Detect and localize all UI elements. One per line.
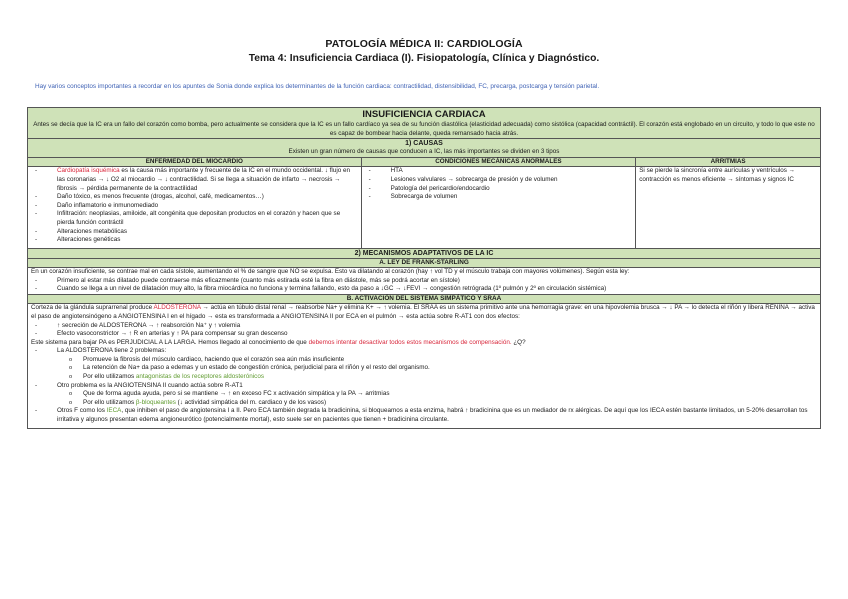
page-title: PATOLOGÍA MÉDICA II: CARDIOLOGÍA: [325, 38, 523, 50]
ieca-list: [31, 407, 817, 424]
list-item: - Primero al estar más dilatado puede contraerse más eficazmente (cuanto más estirada esté la fibra en diástole, más se podrá acortar en sístole): [31, 277, 817, 286]
text-span: (↓ actividad simpática del m. cardiaco y de los vasos): [175, 398, 327, 406]
list-item: - Sobrecarga de volumen: [365, 193, 633, 202]
table-title-cell: [28, 108, 821, 139]
arritmias-text: Si se pierde la sincronía entre aurículas y ventrículos → contracción es menos eficiente → síntomas y signos IC: [639, 167, 795, 183]
mecanicas-cell: [361, 167, 636, 248]
highlight-cardiopatia: Cardiopatía isquémica: [57, 167, 120, 175]
frank-starling-cell: [28, 268, 821, 295]
causas-heading: 1) CAUSAS: [405, 140, 443, 148]
list-item: [31, 347, 817, 356]
aldosterona-sublist: [31, 356, 817, 382]
list-item: o Que de forma aguda ayuda, pero si se mantiene → ↑ en exceso FC x activación simpática y la PA → arritmias: [31, 390, 817, 399]
page-subtitle: Tema 4: Insuficiencia Cardiaca (I). Fisiopatología, Clínica y Diagnóstico.: [248, 53, 600, 64]
aldosterona-problems-heading: La ALDOSTERONA tiene 2 problemas:: [57, 347, 167, 355]
text-span: ¿Q?: [511, 338, 526, 346]
highlight-desactivar: debemos intentar desactivar todos estos mecanismos de compensación.: [308, 338, 512, 346]
list-item: o La retención de Na+ da paso a edemas y un estado de congestión crónica, perjudicial para el riñón y el resto del organismo.: [31, 364, 817, 373]
sraa-heading: B. ACTIVACIÓN DEL SISTEMA SIMPÁTICO Y SRAA: [28, 294, 821, 303]
causas-note: Existen un gran número de causas que conducen a IC, las más importantes se dividen en 3 tipos: [288, 148, 560, 156]
frank-starling-list: [31, 277, 817, 294]
col-heading-mecanicas: CONDICIONES MECÁNICAS ANORMALES: [361, 157, 636, 167]
highlight-ieca: IECA: [106, 407, 122, 415]
arritmias-cell: [636, 167, 821, 248]
list-item: - Otro problema es la ANGIOTENSINA II cuando actúa sobre R-AT1: [31, 382, 817, 391]
highlight-aldosterona: ALDOSTERONA: [153, 304, 201, 312]
list-item: - Lesiones valvulares → sobrecarga de presión y de volumen: [365, 176, 633, 185]
list-item: - Daño inflamatorio e inmunomediado: [31, 202, 358, 211]
frank-starling-text: En un corazón insuficiente, se contrae mal en cada sístole, aumentando el % de sangre que NO se expulsa. Esto va dilatando al corazón (hay ↑ vol TD y el músculo trabaja con mayores volúmenes). Según esta ley:: [31, 268, 630, 276]
text-span: Corteza de la glándula suprarrenal produce: [31, 304, 154, 312]
intro-note: Hay varios conceptos importantes a recordar en los apuntes de Sonia donde explica los determinantes de la función cardiaca: contractilidad, distensibilidad, FC, precarga, postcarga y tensión parietal.: [35, 83, 600, 90]
col-heading-arritmias: ARRITMIAS: [636, 157, 821, 167]
list-item: - Efecto vasoconstrictor → ↑ R en arterias y ↑ PA para compensar su gran descenso: [31, 330, 817, 339]
text-span: → actúa en túbulo distal renal → reabsorbe Na+ y elimina K+ → ↑ volemia. El SRAA es un sistema primitivo ante una hemorragia grave: en una hipovolemia brusca → ↓ PA → lo detecta el riñón y libera RENINA → activa el paso de angiotensinógeno a ANGIOTENSINA I en el hígado → esta es transformada a ANGIOTENSINA II por ECA en el pulmón → esta actúa sobre R-AT1 con dos efectos:: [31, 304, 815, 320]
frank-starling-heading: A. LEY DE FRANK-STARLING: [28, 258, 821, 267]
list-item: - ↑ secreción de ALDOSTERONA → ↑ reabsorción Na⁺ y ↑ volemia: [31, 322, 817, 331]
mecanismos-heading: 2) MECANISMOS ADAPTATIVOS DE LA IC: [28, 248, 821, 258]
text-span: Otros F como los: [57, 407, 107, 415]
miocardio-list: [31, 167, 358, 244]
at1-list: [31, 382, 817, 391]
list-item: o Promueve la fibrosis del músculo cardiaco, haciendo que el corazón sea aún más insuficiente: [31, 356, 817, 365]
text-span: Por ello utilizamos: [83, 373, 136, 381]
list-item: [31, 167, 358, 193]
list-item: - Alteraciones metabólicas: [31, 228, 358, 237]
list-item: - Patología del pericardio/endocardio: [365, 185, 633, 194]
col-heading-miocardio: ENFERMEDAD DEL MIOCARDIO: [28, 157, 362, 167]
list-item: - Cuando se llega a un nivel de dilatación muy alto, la fibra miocárdica no funciona y termina fallando, esto da paso a ↓GC → ↓FEVI → congestión retrógrada (1º pulmón y 2º en circulación sistémica): [31, 285, 817, 294]
at1-sublist: [31, 390, 817, 407]
highlight-antagonistas: antagonistas de los receptores aldosterónicos: [135, 373, 264, 381]
list-item-text: es la causa más importante y frecuente de la IC en el mundo occidental. ↓ flujo en las coronarias → ↓ O2 al miocardio → ↓ contractilidad. Si se llega a situación de infarto → necrosis → fibrosis → pérdida permanente de la contractilidad: [57, 167, 350, 192]
mecanicas-list: [365, 167, 633, 201]
effects-list: [31, 322, 817, 339]
problems-list: [31, 347, 817, 356]
causas-header: [28, 139, 821, 158]
content-table: [27, 107, 821, 429]
sraa-paragraph-2: [31, 339, 817, 348]
ic-definition: Antes se decía que la IC era un fallo del corazón como bomba, pero actualmente se considera que la IC es un fallo cardíaco ya sea de su función diastólica (elasticidad adecuada) como sistólica (capacidad contráctil). El corazón está englobado en un circuito, y todo lo que este no es capaz de bombear hacia delante, queda remansado hacia atrás.: [33, 121, 815, 137]
list-item: - Alteraciones genéticas: [31, 236, 358, 245]
sraa-paragraph-1: [31, 304, 817, 321]
list-item: [31, 399, 817, 408]
list-item: [31, 407, 817, 424]
text-span: , que inhiben el paso de angiotensina I a II. Pero ECA también degrada la bradicinina, si bloqueamos a esta enzima, habrá ↑ bradicinina que es un mediador de rx alérgicas. De aquí que los IECA estén bastante limitados, un 5-20% desarrollan tos irritativa y algunos presentan edema angioneurótico (potencialmente mortal), esto suele ser en pacientes que tienen + bradicinina circulante.: [57, 407, 808, 424]
list-item: - Daño tóxico, es menos frecuente (drogas, alcohol, café, medicamentos…): [31, 193, 358, 202]
table-title: INSUFICIENCIA CARDIACA: [362, 109, 486, 120]
text-span: Por ello utilizamos: [83, 398, 136, 406]
list-item: - Infiltración: neoplasias, amiloide, alt congénita que depositan productos en el corazón y hacen que se pierda función contráctil: [31, 210, 358, 227]
miocardio-cell: [28, 167, 362, 248]
text-span: Este sistema para bajar PA es PERJUDICIAL A LA LARGA. Hemos llegado al conocimiento de que: [31, 338, 309, 346]
highlight-betabloqueantes: β-bloqueantes: [135, 398, 176, 406]
sraa-cell: [28, 304, 821, 428]
list-item: - HTA: [365, 167, 633, 176]
list-item: [31, 373, 817, 382]
